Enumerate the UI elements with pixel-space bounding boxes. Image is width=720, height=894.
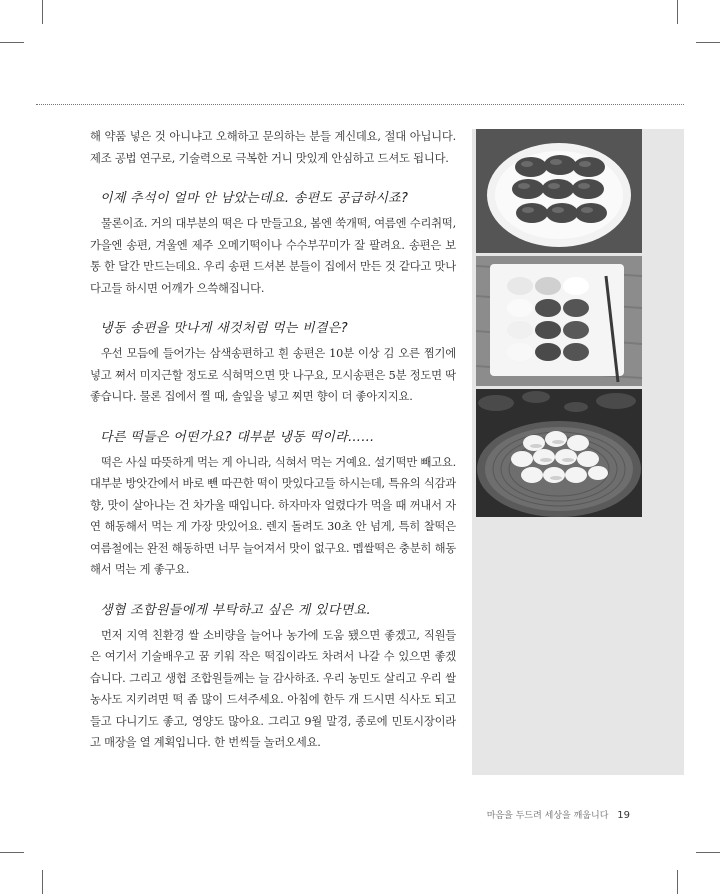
tricolor-songpyeon-photo xyxy=(476,256,642,386)
intro-paragraph: 해 약품 넣은 것 아니냐고 오해하고 문의하는 분들 계신데요, 절대 아닙니다. 제조 공법 연구로, 기술력으로 극복한 거니 맛있게 안심하고 드셔도 됩니다. xyxy=(90,130,456,165)
answer-request-to-members: 먼저 지역 친환경 쌀 소비량을 늘어나 농가에 도움 됐으면 좋겠고, 직원들은 여기서 기술배우고 꿈 키워 작은 떡집이라도 차려서 나갈 수 있으면 좋겠습니다. 그리고 생협 조합원들께는 늘 감사하죠. 우리 농민도 살리고 우리 쌀농사도 지키려면 떡 좀 많이 드셔주세요. 아침에 한두 개 드시면 식사도 되고 들고 다니기도 좋고, 영양도 많아요. 그리고 9월 말경, 종로에 민토시장이라고 매장을 열 계획입니다. 한 번씩들 놀러오세요. xyxy=(90,628,456,749)
songpyeon-plate-photo xyxy=(476,129,642,253)
question-other-rice-cakes: 다른 떡들은 어떤가요? 대부분 냉동 떡이라…… xyxy=(100,429,375,445)
question-chuseok: 이제 추석이 얼마 안 남았는데요. 송편도 공급하시죠? xyxy=(100,191,409,206)
crop-mark xyxy=(42,0,43,24)
page-number: 19 xyxy=(617,810,630,821)
answer-frozen-songpyeon: 우선 모듬에 들어가는 삼색송편하고 흰 송편은 10분 이상 김 오른 찜기에 넣고 쪄서 미지근할 정도로 식혀먹으면 맛 나구요, 모시송편은 5분 정도면 딱 좋습니다. 물론 집에서 찔 때, 솔잎을 넣고 찌면 향이 더 좋아지지요. xyxy=(90,347,456,403)
footer-tagline: 마음을 두드려 세상을 깨웁니다 xyxy=(486,811,609,821)
question-request-to-members: 생협 조합원들에게 부탁하고 싶은 게 있다면요. xyxy=(100,602,371,618)
interview-text-column xyxy=(90,126,456,754)
page-footer xyxy=(487,808,630,821)
basket-songpyeon-photo xyxy=(476,389,642,517)
crop-mark xyxy=(696,852,720,853)
crop-mark xyxy=(677,0,678,24)
crop-mark xyxy=(677,870,678,894)
question-frozen-songpyeon: 냉동 송편을 맛나게 새것처럼 먹는 비결은? xyxy=(100,321,348,336)
answer-chuseok: 물론이죠. 거의 대부분의 떡은 다 만들고요, 봄엔 쑥개떡, 여름엔 수리취떡, 가을엔 송편, 겨울엔 제주 오메기떡이나 수수부꾸미가 잘 팔려요. 송편은 보통 한 달간 만드는데요. 우리 송편 드셔본 분들이 집에서 만든 것 같다고 맛나다고들 하시면 어깨가 으쓱해집니다. xyxy=(90,217,456,295)
crop-mark xyxy=(0,852,24,853)
header-dotted-rule xyxy=(36,104,684,105)
crop-mark xyxy=(0,42,24,43)
crop-mark xyxy=(42,870,43,894)
crop-mark xyxy=(696,42,720,43)
answer-other-rice-cakes: 떡은 사실 따뜻하게 먹는 게 아니라, 식혀서 먹는 거예요. 설기떡만 빼고요. 대부분 방앗간에서 바로 뺀 따끈한 떡이 맛있다고들 하시는데, 특유의 식감과 향, 맛이 살아나는 건 차가울 때입니다. 하자마자 얼렸다가 먹을 때 꺼내서 자연 해동해서 먹는 게 가장 맛있어요. 렌지 돌려도 30초 안 넘게, 특히 찰떡은 여름철에는 완전 해동하면 너무 늘어져서 맛이 없구요. 멥쌀떡은 충분히 해동해서 먹는 게 좋구요. xyxy=(90,455,457,576)
